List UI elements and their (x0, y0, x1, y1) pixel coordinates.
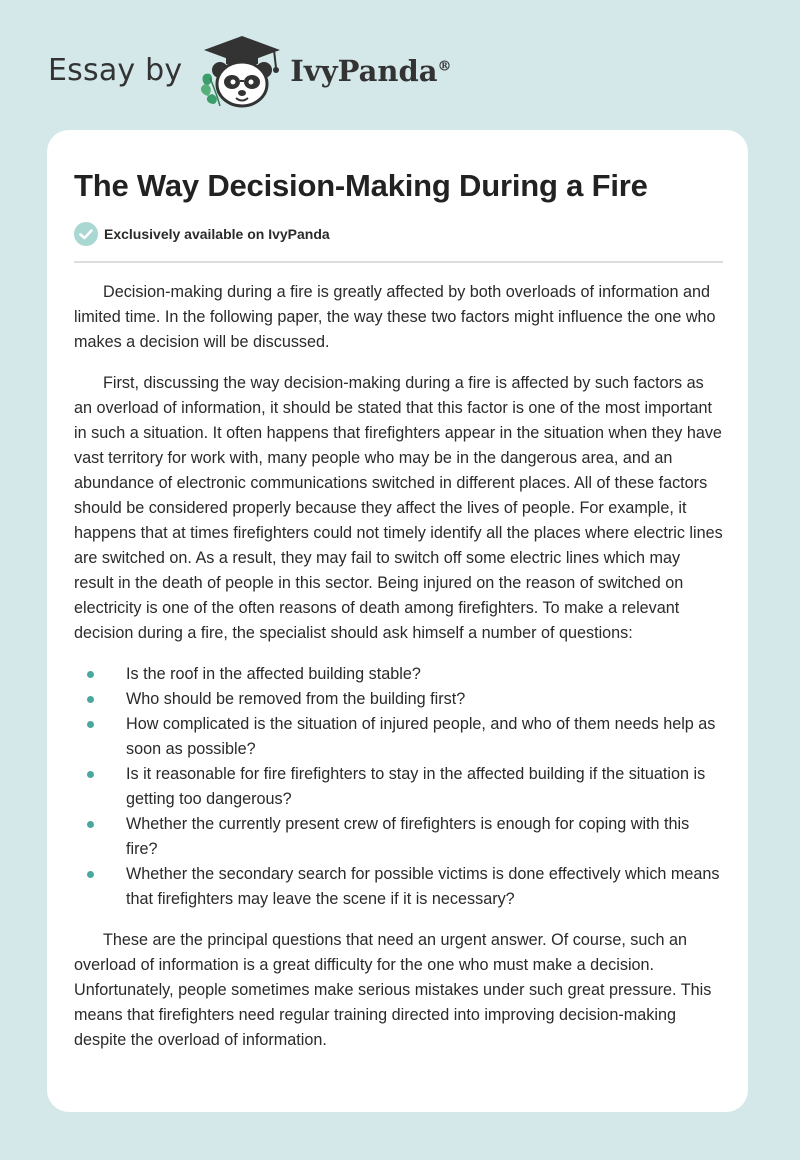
question-text: Whether the currently present crew of firefighters is enough for coping with this fire? (126, 815, 690, 858)
registered-mark: ® (437, 58, 452, 75)
essay-body (74, 280, 724, 1069)
list-item (74, 862, 724, 912)
exclusive-badge-text: Exclusively available on IvyPanda (104, 226, 330, 242)
brand-name: IvyPanda® (290, 54, 452, 88)
exclusive-badge (74, 222, 330, 246)
question-text: Who should be removed from the building first? (126, 690, 466, 708)
bullet-icon (87, 671, 94, 678)
bullet-icon (87, 821, 94, 828)
list-item (74, 687, 724, 712)
panda-graduate-icon (196, 34, 288, 110)
list-item (74, 762, 724, 812)
list-item (74, 812, 724, 862)
question-text: Is it reasonable for fire firefighters to stay in the affected building if the situation is getting too dangerous? (126, 765, 706, 808)
question-text: Whether the secondary search for possible victims is done effectively which means that firefighters may leave the scene if it is necessary? (126, 865, 720, 908)
bullet-icon (87, 696, 94, 703)
header-brand[interactable] (48, 34, 452, 110)
question-text: How complicated is the situation of injured people, and who of them needs help as soon as possible? (126, 715, 716, 758)
question-text: Is the roof in the affected building stable? (126, 665, 421, 683)
paragraph: Decision-making during a fire is greatly affected by both overloads of information and limited time. In the following paper, the way these two factors might influence the one who makes a decision will be discussed. (74, 283, 716, 351)
bullet-icon (87, 871, 94, 878)
question-list (74, 662, 724, 912)
paragraph: First, discussing the way decision-making during a fire is affected by such factors as an overload of information, it should be stated that this factor is one of the most important in such a situation. It often happens that firefighters appear in the situation when they have vast territory for work with, many people who may be in the dangerous area, and an abundance of electronic communications switched in different places. All of these factors should be considered properly because they affect the lives of people. For example, it happens that at times firefighters could not timely identify all the places where electric lines are switched on. As a result, they may fail to switch off some electric lines which may result in the death of people in this sector. Being injured on the reason of switched on electricity is one of the often reasons of death among firefighters. To make a relevant decision during a fire, the specialist should ask himself a number of questions: (74, 374, 723, 642)
list-item (74, 662, 724, 687)
essay-title: The Way Decision-Making During a Fire (74, 168, 648, 203)
essay-card (47, 130, 748, 1112)
check-circle-icon (74, 222, 98, 246)
brand-prefix: Essay by (48, 52, 183, 88)
paragraph: These are the principal questions that need an urgent answer. Of course, such an overload of information is a great difficulty for the one who must make a decision. Unfortunately, people sometimes make serious mistakes under such great pressure. This means that firefighters need regular training directed into improving decision-making despite the overload of information. (74, 931, 712, 1049)
bullet-icon (87, 771, 94, 778)
list-item (74, 712, 724, 762)
bullet-icon (87, 721, 94, 728)
title-divider (74, 261, 723, 263)
